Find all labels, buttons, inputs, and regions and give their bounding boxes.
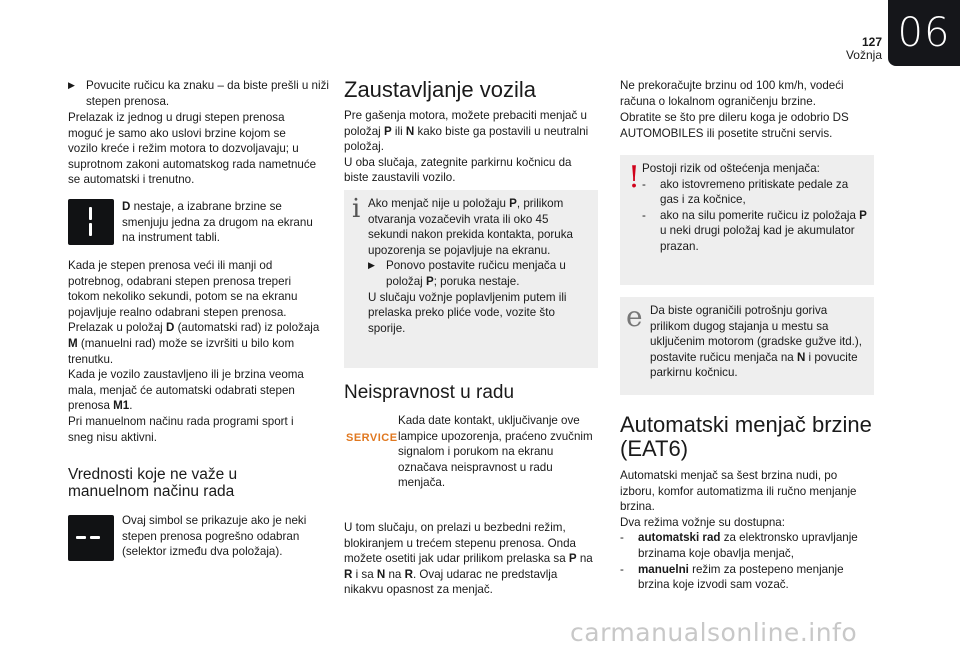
list-item: - manuelni režim za postepeno menjanje brzina koje izvodi sam vozač. (620, 562, 844, 592)
paragraph-shift-conditions: Prelazak iz jednog u drugi stepen prenosa moguć je samo ako uslovi brzine kojom se vozilo kreće i režim motora to dozvoljavaju; u suprotnom zakoni automatskog rada nametnuće se automatski i trenutno. (68, 111, 317, 187)
page-number: 127 (861, 35, 882, 49)
paragraph-stopping: Pre gašenja motora, možete prebaciti menjač u položaj P ili N kako biste ga postavili u neutralni položaj. U oba slučaja, zategnite parkirnu kočnicu da biste zaustavili vozilo. (344, 109, 589, 185)
list-item: - ako istovremeno pritiskate pedale za gas i za kočnice, (642, 177, 849, 207)
warning-box-gearbox-damage: ! Postoji rizik od oštećenja menjača: - ako istovremeno pritiskate pedale za gas i za kočnice, - ako na silu pomerite ručicu iz položaja P u neki drugi položaj kad je akumulator prazan. (620, 155, 874, 285)
paragraph-contact-dealer: Obratite se što pre dileru koga je odobrio DS AUTOMOBILES ili posetite stručni servis. (620, 111, 849, 140)
section-title: Vožnja (845, 48, 882, 62)
arrow-bullet-icon: ▶ (68, 80, 75, 90)
warning-exclamation-icon: ! (628, 160, 641, 195)
invalid-gear-note: Ovaj simbol se prikazuje ako je neki stepen prenosa pogrešno odabran (selektor između dva položaja). (68, 513, 320, 561)
paragraph-safe-mode: U tom slučaju, on prelazi u bezbedni režim, blokiranjem u trećem stepenu prenosa. Onda možete osetiti jak udar prilikom prelaska sa P na R i sa N na R. Ovaj udarac ne predstavlja nikakvu opasnost za menjač. (344, 521, 593, 597)
paragraph-automatic-gearbox: Automatski menjač sa šest brzina nudi, po izboru, komfor automatizma ili ručno menjanje brzina. Dva režima vožnje su dostupna: - automatski rad za elektronsko upravljanje brzinama koje obavlja menjač, - manuelni režim za postepeno menjanje brzina koje izvodi sam vozač. (620, 468, 872, 593)
info-icon: i (352, 194, 361, 224)
gear-digit-icon (68, 199, 114, 245)
service-warning-icon: SERVICE (346, 432, 398, 444)
bullet-reset-lever: ▶ Ponovo postavite ručicu menjača u položaj P; poruka nestaje. (368, 259, 566, 288)
arrow-bullet-icon: ▶ (368, 260, 375, 271)
watermark: carmanualsonline.info (570, 618, 858, 647)
info-box-position-p: i Ako menjač nije u položaju P, prilikom otvaranja vozačevih vrata ili oko 45 sekundi nakon prekida kontakta, poruka upozorenja se pojavljuje na ekranu. ▶ Ponovo postavite ručicu menjača u položaj P; poruka nestaje. U slučaju vožnje poplavljenim putem ili prelaska preko plićе vode, vozite što sporije. (344, 190, 598, 368)
service-warning-note: SERVICE Kada date kontakt, uključivanje ove lampice upozorenja, praćeno zvučnim signalom i porukom na ekranu označava neispravnost u radu menjača. (346, 414, 593, 490)
paragraph-speed-limit: Ne prekoračujte brzinu od 100 km/h, vodeći računa o lokalnom ograničenju brzine. (620, 79, 844, 108)
eco-icon: e (626, 300, 643, 333)
paragraph-gear-behavior: Kada je stepen prenosa veći ili manji od potrebnog, odabrani stepen prenosa treperi tokom nekoliko sekundi, potom se na ekranu pojavljuje realno odabrani stepen prenosa. Prelazak u položaj D (automatski rad) iz položaja M (manuelni rad) može se izvršiti u bilo kom trenutku. Kada je vozilo zaustavljeno ili je brzina veoma mala, menjač će automatski odabrati stepen prenosa M1. Pri manuelnom načinu rada programi sport i sneg nisu aktivni. (68, 259, 320, 444)
chapter-tab: 06 (888, 0, 960, 66)
eco-box-fuel-saving: e Da biste ograničili potrošnju goriva prilikom dugog stajanja u mestu sa uključenim motorom (gradske gužve itd.), postavite ručicu menjača na N i povucite parkirnu kočnicu. (620, 297, 874, 395)
heading-stopping-vehicle: Zaustavljanje vozila (344, 77, 536, 102)
heading-automatic-gearbox: Automatski menjač brzine (EAT6) (620, 412, 872, 461)
heading-invalid-values: Vrednosti koje ne važe u manuelnom načinu rada (68, 466, 238, 500)
heading-malfunction: Neispravnost u radu (344, 382, 515, 403)
double-dash-icon (68, 515, 114, 561)
list-item: - automatski rad za elektronsko upravljanje brzinama koje obavlja menjač, (620, 531, 858, 560)
gear-letter: D (122, 200, 131, 213)
bullet-shift-down: ▶ Povucite ručicu ka znaku – da biste prešli u niži stepen prenosa. (68, 79, 329, 108)
list-item: - ako na silu pomerite ručicu iz položaja P u neki drugi položaj kad je akumulator prazan. (642, 208, 867, 253)
gear-display-note: D nestaje, a izabrane brzine se smenjuju jedna za drugom na ekranu na instrument tabli. (68, 199, 320, 247)
